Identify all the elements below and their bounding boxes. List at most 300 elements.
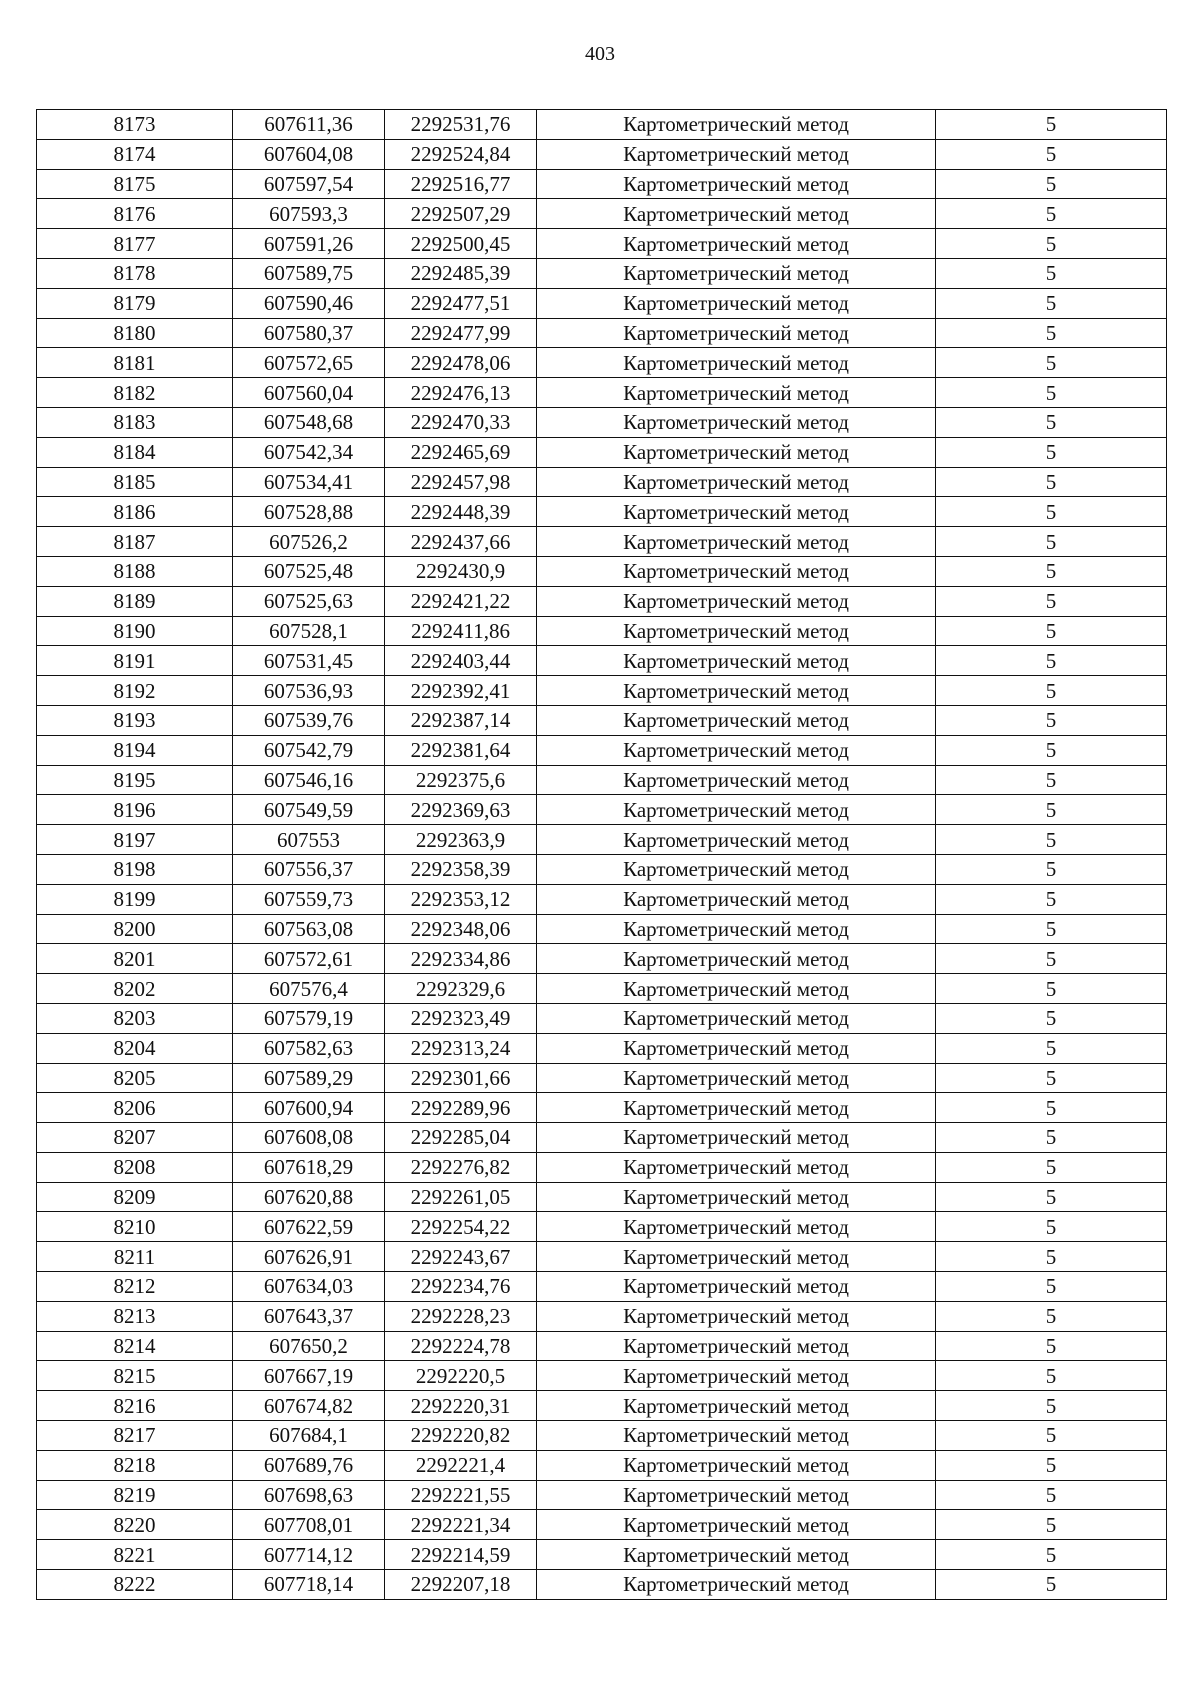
x-coordinate-cell: 607582,63 (233, 1033, 385, 1063)
x-coordinate-cell: 607589,75 (233, 258, 385, 288)
method-cell: Картометрический метод (537, 288, 936, 318)
x-coordinate-cell: 607525,48 (233, 556, 385, 586)
y-coordinate-cell: 2292358,39 (385, 854, 537, 884)
accuracy-cell: 5 (936, 676, 1167, 706)
table-body (37, 110, 1167, 1600)
y-coordinate-cell: 2292387,14 (385, 705, 537, 735)
method-cell: Картометрический метод (537, 616, 936, 646)
method-cell: Картометрический метод (537, 437, 936, 467)
point-number-cell: 8200 (37, 914, 233, 944)
point-number-cell: 8211 (37, 1242, 233, 1272)
accuracy-cell: 5 (936, 1361, 1167, 1391)
y-coordinate-cell: 2292323,49 (385, 1003, 537, 1033)
x-coordinate-cell: 607548,68 (233, 407, 385, 437)
accuracy-cell: 5 (936, 378, 1167, 408)
table-row (37, 1272, 1167, 1302)
table-row (37, 527, 1167, 557)
x-coordinate-cell: 607600,94 (233, 1093, 385, 1123)
y-coordinate-cell: 2292477,99 (385, 318, 537, 348)
x-coordinate-cell: 607618,29 (233, 1152, 385, 1182)
point-number-cell: 8184 (37, 437, 233, 467)
method-cell: Картометрический метод (537, 1123, 936, 1153)
x-coordinate-cell: 607708,01 (233, 1510, 385, 1540)
point-number-cell: 8206 (37, 1093, 233, 1123)
point-number-cell: 8188 (37, 556, 233, 586)
x-coordinate-cell: 607536,93 (233, 676, 385, 706)
point-number-cell: 8202 (37, 974, 233, 1004)
y-coordinate-cell: 2292348,06 (385, 914, 537, 944)
method-cell: Картометрический метод (537, 646, 936, 676)
accuracy-cell: 5 (936, 1331, 1167, 1361)
y-coordinate-cell: 2292329,6 (385, 974, 537, 1004)
x-coordinate-cell: 607626,91 (233, 1242, 385, 1272)
point-number-cell: 8189 (37, 586, 233, 616)
y-coordinate-cell: 2292220,82 (385, 1421, 537, 1451)
x-coordinate-cell: 607650,2 (233, 1331, 385, 1361)
table-row (37, 944, 1167, 974)
accuracy-cell: 5 (936, 497, 1167, 527)
method-cell: Картометрический метод (537, 914, 936, 944)
y-coordinate-cell: 2292224,78 (385, 1331, 537, 1361)
accuracy-cell: 5 (936, 467, 1167, 497)
method-cell: Картометрический метод (537, 1480, 936, 1510)
table-row (37, 1331, 1167, 1361)
x-coordinate-cell: 607534,41 (233, 467, 385, 497)
x-coordinate-cell: 607714,12 (233, 1540, 385, 1570)
method-cell: Картометрический метод (537, 795, 936, 825)
method-cell: Картометрический метод (537, 556, 936, 586)
accuracy-cell: 5 (936, 258, 1167, 288)
table-row (37, 258, 1167, 288)
y-coordinate-cell: 2292243,67 (385, 1242, 537, 1272)
y-coordinate-cell: 2292375,6 (385, 765, 537, 795)
accuracy-cell: 5 (936, 169, 1167, 199)
table-row (37, 1123, 1167, 1153)
x-coordinate-cell: 607556,37 (233, 854, 385, 884)
point-number-cell: 8174 (37, 139, 233, 169)
point-number-cell: 8207 (37, 1123, 233, 1153)
accuracy-cell: 5 (936, 110, 1167, 140)
point-number-cell: 8186 (37, 497, 233, 527)
y-coordinate-cell: 2292411,86 (385, 616, 537, 646)
method-cell: Картометрический метод (537, 1093, 936, 1123)
x-coordinate-cell: 607525,63 (233, 586, 385, 616)
table-row (37, 318, 1167, 348)
table-row (37, 586, 1167, 616)
y-coordinate-cell: 2292485,39 (385, 258, 537, 288)
accuracy-cell: 5 (936, 1152, 1167, 1182)
y-coordinate-cell: 2292524,84 (385, 139, 537, 169)
point-number-cell: 8220 (37, 1510, 233, 1540)
accuracy-cell: 5 (936, 1301, 1167, 1331)
method-cell: Картометрический метод (537, 1361, 936, 1391)
table-row (37, 1570, 1167, 1600)
point-number-cell: 8198 (37, 854, 233, 884)
accuracy-cell: 5 (936, 646, 1167, 676)
method-cell: Картометрический метод (537, 1212, 936, 1242)
accuracy-cell: 5 (936, 914, 1167, 944)
method-cell: Картометрический метод (537, 676, 936, 706)
method-cell: Картометрический метод (537, 944, 936, 974)
table-row (37, 497, 1167, 527)
table-row (37, 1152, 1167, 1182)
point-number-cell: 8185 (37, 467, 233, 497)
x-coordinate-cell: 607674,82 (233, 1391, 385, 1421)
accuracy-cell: 5 (936, 586, 1167, 616)
y-coordinate-cell: 2292476,13 (385, 378, 537, 408)
x-coordinate-cell: 607576,4 (233, 974, 385, 1004)
x-coordinate-cell: 607560,04 (233, 378, 385, 408)
method-cell: Картометрический метод (537, 1301, 936, 1331)
accuracy-cell: 5 (936, 288, 1167, 318)
point-number-cell: 8180 (37, 318, 233, 348)
table-row (37, 854, 1167, 884)
y-coordinate-cell: 2292214,59 (385, 1540, 537, 1570)
point-number-cell: 8213 (37, 1301, 233, 1331)
table-row (37, 884, 1167, 914)
y-coordinate-cell: 2292285,04 (385, 1123, 537, 1153)
y-coordinate-cell: 2292353,12 (385, 884, 537, 914)
table-row (37, 1033, 1167, 1063)
point-number-cell: 8183 (37, 407, 233, 437)
point-number-cell: 8192 (37, 676, 233, 706)
point-number-cell: 8190 (37, 616, 233, 646)
y-coordinate-cell: 2292478,06 (385, 348, 537, 378)
y-coordinate-cell: 2292363,9 (385, 825, 537, 855)
x-coordinate-cell: 607589,29 (233, 1063, 385, 1093)
point-number-cell: 8181 (37, 348, 233, 378)
method-cell: Картометрический метод (537, 586, 936, 616)
accuracy-cell: 5 (936, 1391, 1167, 1421)
x-coordinate-cell: 607591,26 (233, 229, 385, 259)
method-cell: Картометрический метод (537, 1331, 936, 1361)
point-number-cell: 8187 (37, 527, 233, 557)
x-coordinate-cell: 607539,76 (233, 705, 385, 735)
method-cell: Картометрический метод (537, 378, 936, 408)
table-row (37, 1361, 1167, 1391)
method-cell: Картометрический метод (537, 139, 936, 169)
table-row (37, 616, 1167, 646)
table-row (37, 407, 1167, 437)
y-coordinate-cell: 2292254,22 (385, 1212, 537, 1242)
point-number-cell: 8204 (37, 1033, 233, 1063)
x-coordinate-cell: 607559,73 (233, 884, 385, 914)
method-cell: Картометрический метод (537, 258, 936, 288)
accuracy-cell: 5 (936, 348, 1167, 378)
method-cell: Картометрический метод (537, 825, 936, 855)
point-number-cell: 8218 (37, 1450, 233, 1480)
table-row (37, 1242, 1167, 1272)
y-coordinate-cell: 2292500,45 (385, 229, 537, 259)
x-coordinate-cell: 607572,61 (233, 944, 385, 974)
method-cell: Картометрический метод (537, 1033, 936, 1063)
method-cell: Картометрический метод (537, 1182, 936, 1212)
point-number-cell: 8175 (37, 169, 233, 199)
accuracy-cell: 5 (936, 974, 1167, 1004)
y-coordinate-cell: 2292457,98 (385, 467, 537, 497)
method-cell: Картометрический метод (537, 1003, 936, 1033)
table-row (37, 139, 1167, 169)
table-row (37, 765, 1167, 795)
table-row (37, 1540, 1167, 1570)
point-number-cell: 8201 (37, 944, 233, 974)
method-cell: Картометрический метод (537, 348, 936, 378)
y-coordinate-cell: 2292228,23 (385, 1301, 537, 1331)
y-coordinate-cell: 2292221,4 (385, 1450, 537, 1480)
accuracy-cell: 5 (936, 1272, 1167, 1302)
method-cell: Картометрический метод (537, 884, 936, 914)
y-coordinate-cell: 2292276,82 (385, 1152, 537, 1182)
method-cell: Картометрический метод (537, 1391, 936, 1421)
point-number-cell: 8216 (37, 1391, 233, 1421)
method-cell: Картометрический метод (537, 527, 936, 557)
accuracy-cell: 5 (936, 1510, 1167, 1540)
point-number-cell: 8203 (37, 1003, 233, 1033)
y-coordinate-cell: 2292313,24 (385, 1033, 537, 1063)
point-number-cell: 8205 (37, 1063, 233, 1093)
point-number-cell: 8209 (37, 1182, 233, 1212)
x-coordinate-cell: 607553 (233, 825, 385, 855)
accuracy-cell: 5 (936, 199, 1167, 229)
point-number-cell: 8222 (37, 1570, 233, 1600)
point-number-cell: 8177 (37, 229, 233, 259)
method-cell: Картометрический метод (537, 974, 936, 1004)
x-coordinate-cell: 607611,36 (233, 110, 385, 140)
accuracy-cell: 5 (936, 1480, 1167, 1510)
table-row (37, 229, 1167, 259)
accuracy-cell: 5 (936, 825, 1167, 855)
x-coordinate-cell: 607531,45 (233, 646, 385, 676)
x-coordinate-cell: 607563,08 (233, 914, 385, 944)
method-cell: Картометрический метод (537, 1272, 936, 1302)
table-row (37, 169, 1167, 199)
accuracy-cell: 5 (936, 1033, 1167, 1063)
accuracy-cell: 5 (936, 1242, 1167, 1272)
method-cell: Картометрический метод (537, 854, 936, 884)
point-number-cell: 8195 (37, 765, 233, 795)
method-cell: Картометрический метод (537, 1510, 936, 1540)
table-row (37, 199, 1167, 229)
x-coordinate-cell: 607579,19 (233, 1003, 385, 1033)
method-cell: Картометрический метод (537, 1450, 936, 1480)
accuracy-cell: 5 (936, 527, 1167, 557)
table-row (37, 1182, 1167, 1212)
table-row (37, 288, 1167, 318)
y-coordinate-cell: 2292477,51 (385, 288, 537, 318)
accuracy-cell: 5 (936, 139, 1167, 169)
table-row (37, 795, 1167, 825)
table-row (37, 348, 1167, 378)
x-coordinate-cell: 607572,65 (233, 348, 385, 378)
method-cell: Картометрический метод (537, 229, 936, 259)
x-coordinate-cell: 607622,59 (233, 1212, 385, 1242)
y-coordinate-cell: 2292465,69 (385, 437, 537, 467)
method-cell: Картометрический метод (537, 467, 936, 497)
point-number-cell: 8191 (37, 646, 233, 676)
table-row (37, 1003, 1167, 1033)
table-row (37, 825, 1167, 855)
y-coordinate-cell: 2292421,22 (385, 586, 537, 616)
method-cell: Картометрический метод (537, 1063, 936, 1093)
page-number: 403 (585, 43, 615, 65)
method-cell: Картометрический метод (537, 1242, 936, 1272)
point-number-cell: 8194 (37, 735, 233, 765)
table-row (37, 110, 1167, 140)
method-cell: Картометрический метод (537, 1570, 936, 1600)
x-coordinate-cell: 607528,1 (233, 616, 385, 646)
accuracy-cell: 5 (936, 229, 1167, 259)
x-coordinate-cell: 607593,3 (233, 199, 385, 229)
y-coordinate-cell: 2292507,29 (385, 199, 537, 229)
accuracy-cell: 5 (936, 1003, 1167, 1033)
accuracy-cell: 5 (936, 1123, 1167, 1153)
y-coordinate-cell: 2292430,9 (385, 556, 537, 586)
y-coordinate-cell: 2292301,66 (385, 1063, 537, 1093)
x-coordinate-cell: 607689,76 (233, 1450, 385, 1480)
y-coordinate-cell: 2292289,96 (385, 1093, 537, 1123)
accuracy-cell: 5 (936, 616, 1167, 646)
table-row (37, 437, 1167, 467)
accuracy-cell: 5 (936, 1093, 1167, 1123)
accuracy-cell: 5 (936, 1182, 1167, 1212)
y-coordinate-cell: 2292220,5 (385, 1361, 537, 1391)
point-number-cell: 8179 (37, 288, 233, 318)
x-coordinate-cell: 607546,16 (233, 765, 385, 795)
accuracy-cell: 5 (936, 1421, 1167, 1451)
table-row (37, 1450, 1167, 1480)
x-coordinate-cell: 607528,88 (233, 497, 385, 527)
y-coordinate-cell: 2292448,39 (385, 497, 537, 527)
accuracy-cell: 5 (936, 795, 1167, 825)
accuracy-cell: 5 (936, 944, 1167, 974)
y-coordinate-cell: 2292261,05 (385, 1182, 537, 1212)
accuracy-cell: 5 (936, 1063, 1167, 1093)
method-cell: Картометрический метод (537, 765, 936, 795)
method-cell: Картометрический метод (537, 199, 936, 229)
table-row (37, 1510, 1167, 1540)
accuracy-cell: 5 (936, 705, 1167, 735)
accuracy-cell: 5 (936, 407, 1167, 437)
point-number-cell: 8193 (37, 705, 233, 735)
y-coordinate-cell: 2292437,66 (385, 527, 537, 557)
point-number-cell: 8199 (37, 884, 233, 914)
point-number-cell: 8219 (37, 1480, 233, 1510)
table-row (37, 1421, 1167, 1451)
table-row (37, 974, 1167, 1004)
accuracy-cell: 5 (936, 1570, 1167, 1600)
method-cell: Картометрический метод (537, 1540, 936, 1570)
point-number-cell: 8197 (37, 825, 233, 855)
point-number-cell: 8210 (37, 1212, 233, 1242)
y-coordinate-cell: 2292381,64 (385, 735, 537, 765)
accuracy-cell: 5 (936, 765, 1167, 795)
method-cell: Картометрический метод (537, 318, 936, 348)
point-number-cell: 8208 (37, 1152, 233, 1182)
x-coordinate-cell: 607643,37 (233, 1301, 385, 1331)
table-row (37, 467, 1167, 497)
accuracy-cell: 5 (936, 437, 1167, 467)
accuracy-cell: 5 (936, 735, 1167, 765)
table-row (37, 646, 1167, 676)
table-row (37, 1391, 1167, 1421)
y-coordinate-cell: 2292516,77 (385, 169, 537, 199)
y-coordinate-cell: 2292221,55 (385, 1480, 537, 1510)
y-coordinate-cell: 2292220,31 (385, 1391, 537, 1421)
table-row (37, 556, 1167, 586)
table-row (37, 1301, 1167, 1331)
point-number-cell: 8176 (37, 199, 233, 229)
table-row (37, 735, 1167, 765)
y-coordinate-cell: 2292403,44 (385, 646, 537, 676)
y-coordinate-cell: 2292470,33 (385, 407, 537, 437)
x-coordinate-cell: 607580,37 (233, 318, 385, 348)
point-number-cell: 8217 (37, 1421, 233, 1451)
point-number-cell: 8212 (37, 1272, 233, 1302)
x-coordinate-cell: 607684,1 (233, 1421, 385, 1451)
x-coordinate-cell: 607667,19 (233, 1361, 385, 1391)
point-number-cell: 8196 (37, 795, 233, 825)
method-cell: Картометрический метод (537, 705, 936, 735)
table-row (37, 1480, 1167, 1510)
x-coordinate-cell: 607620,88 (233, 1182, 385, 1212)
point-number-cell: 8178 (37, 258, 233, 288)
point-number-cell: 8182 (37, 378, 233, 408)
accuracy-cell: 5 (936, 318, 1167, 348)
method-cell: Картометрический метод (537, 110, 936, 140)
x-coordinate-cell: 607549,59 (233, 795, 385, 825)
x-coordinate-cell: 607698,63 (233, 1480, 385, 1510)
table-row (37, 705, 1167, 735)
point-number-cell: 8215 (37, 1361, 233, 1391)
y-coordinate-cell: 2292221,34 (385, 1510, 537, 1540)
accuracy-cell: 5 (936, 1212, 1167, 1242)
x-coordinate-cell: 607542,79 (233, 735, 385, 765)
y-coordinate-cell: 2292234,76 (385, 1272, 537, 1302)
table-row (37, 378, 1167, 408)
method-cell: Картометрический метод (537, 1152, 936, 1182)
accuracy-cell: 5 (936, 884, 1167, 914)
coordinates-table (36, 109, 1167, 1600)
y-coordinate-cell: 2292207,18 (385, 1570, 537, 1600)
accuracy-cell: 5 (936, 556, 1167, 586)
y-coordinate-cell: 2292369,63 (385, 795, 537, 825)
x-coordinate-cell: 607590,46 (233, 288, 385, 318)
table-row (37, 1063, 1167, 1093)
accuracy-cell: 5 (936, 1450, 1167, 1480)
point-number-cell: 8221 (37, 1540, 233, 1570)
x-coordinate-cell: 607542,34 (233, 437, 385, 467)
point-number-cell: 8173 (37, 110, 233, 140)
x-coordinate-cell: 607608,08 (233, 1123, 385, 1153)
accuracy-cell: 5 (936, 1540, 1167, 1570)
accuracy-cell: 5 (936, 854, 1167, 884)
method-cell: Картометрический метод (537, 407, 936, 437)
method-cell: Картометрический метод (537, 497, 936, 527)
method-cell: Картометрический метод (537, 169, 936, 199)
x-coordinate-cell: 607718,14 (233, 1570, 385, 1600)
y-coordinate-cell: 2292334,86 (385, 944, 537, 974)
y-coordinate-cell: 2292531,76 (385, 110, 537, 140)
x-coordinate-cell: 607604,08 (233, 139, 385, 169)
table-row (37, 1212, 1167, 1242)
y-coordinate-cell: 2292392,41 (385, 676, 537, 706)
point-number-cell: 8214 (37, 1331, 233, 1361)
x-coordinate-cell: 607526,2 (233, 527, 385, 557)
method-cell: Картометрический метод (537, 735, 936, 765)
method-cell: Картометрический метод (537, 1421, 936, 1451)
table-row (37, 1093, 1167, 1123)
x-coordinate-cell: 607634,03 (233, 1272, 385, 1302)
